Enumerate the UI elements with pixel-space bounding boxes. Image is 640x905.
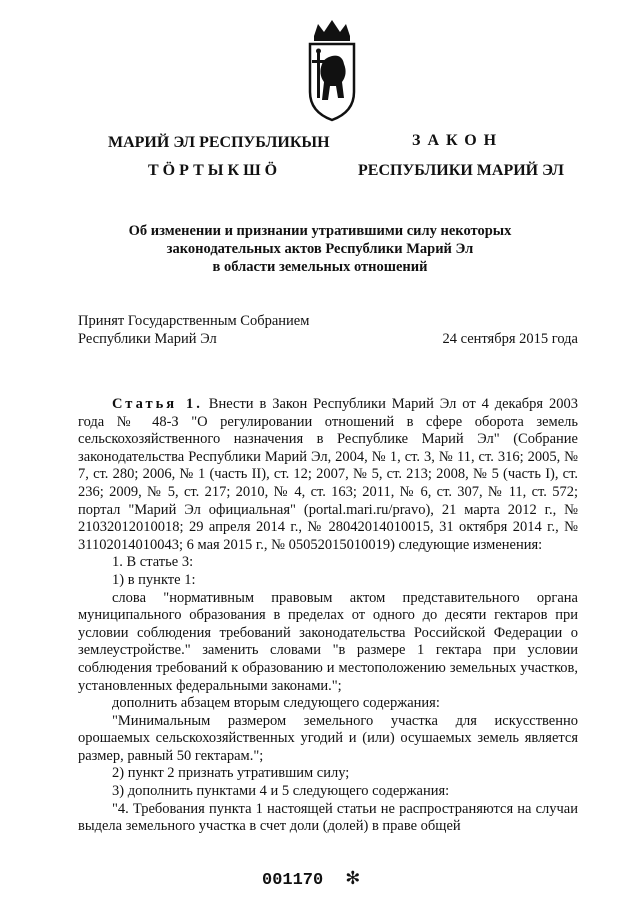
document-footer xyxy=(262,868,360,890)
body-paragraph: дополнить абзацем вторым следующего содержания: xyxy=(112,695,440,712)
body-paragraph: слова "нормативным правовым актом представительного органа муниципального образования в пределах от одного до десяти гектаров при условии соблюдения требований законодательства Российской Федерации о землеустройстве." заменить словами "в размере 1 гектара при условии соблюдения требований к образованию и местоположению земельных участков, установленных федеральными законами."; xyxy=(78,589,578,694)
body-paragraph: 1. В статье 3: xyxy=(112,554,194,571)
adoption-block xyxy=(78,312,578,348)
coat-of-arms-icon xyxy=(302,18,362,122)
body-paragraph: 2) пункт 2 признать утратившим силу; xyxy=(112,765,350,782)
adoption-date: 24 сентября 2015 года xyxy=(442,331,578,347)
article-1-label: Статья 1. xyxy=(112,396,203,412)
document-number: 001170 xyxy=(262,871,324,890)
law-title-line3: в области земельных отношений xyxy=(212,259,428,275)
body-paragraph: "Минимальным размером земельного участка для искусственно орошаемых сельскохозяйственных угодий и (или) осушаемых земель является размер, равный 50 гектарам."; xyxy=(78,712,578,764)
law-title-line2: законодательных актов Республики Марий Эл xyxy=(166,241,474,257)
law-title-line1: Об изменении и признании утратившими силу некоторых xyxy=(128,223,512,239)
header-left-line1: МАРИЙ ЭЛ РЕСПУБЛИКЫН xyxy=(108,134,330,151)
header-right-line1: ЗАКОН xyxy=(412,132,504,149)
header-left-line2: ТӦРТЫКШӦ xyxy=(148,162,282,179)
body-paragraph: "4. Требования пункта 1 настоящей статьи не распространяются на случаи выдела земельного участка в счет доли (долей) в праве общей xyxy=(78,800,578,835)
article-1-text: Внести в Закон Республики Марий Эл от 4 декабря 2003 года № 48-З "О регулировании отношений в сфере оборота земель сельскохозяйственного назначения в Республике Марий Эл" (Собрание законодательства Республики Марий Эл, 2004, № 1, ст. 3, № 11, ст. 316; 2005, № 7, ст. 280; 2006, № 1 (часть II), ст. 12; 2007, № 5, ст. 213; 2008, № 5 (часть I), ст. 236; 2009, № 5, ст. 217; 2010, № 4, ст. 163; 2011, № 6, ст. 307, № 11, ст. 572; портал "Марий Эл официальная" (portal.mari.ru/pravo), 21 марта 2012 г., № 21032012010018; 29 апреля 2014 г., № 28042014010015, 31 октября 2014 г., № 31102014010043; 6 мая 2015 г., № 05052015010019) следующие изменения: xyxy=(78,396,578,553)
header-right-line2: РЕСПУБЛИКИ МАРИЙ ЭЛ xyxy=(358,162,564,179)
adopted-line1: Принят Государственным Собранием xyxy=(78,313,310,329)
body-paragraph: 3) дополнить пунктами 4 и 5 следующего содержания: xyxy=(112,783,450,800)
asterisk-mark: ✻ xyxy=(345,868,361,889)
law-body xyxy=(78,396,578,836)
body-paragraph: 1) в пункте 1: xyxy=(112,571,196,588)
article-1-paragraph xyxy=(78,396,578,554)
law-title xyxy=(60,222,580,276)
adopted-line2: Республики Марий Эл xyxy=(78,331,217,347)
